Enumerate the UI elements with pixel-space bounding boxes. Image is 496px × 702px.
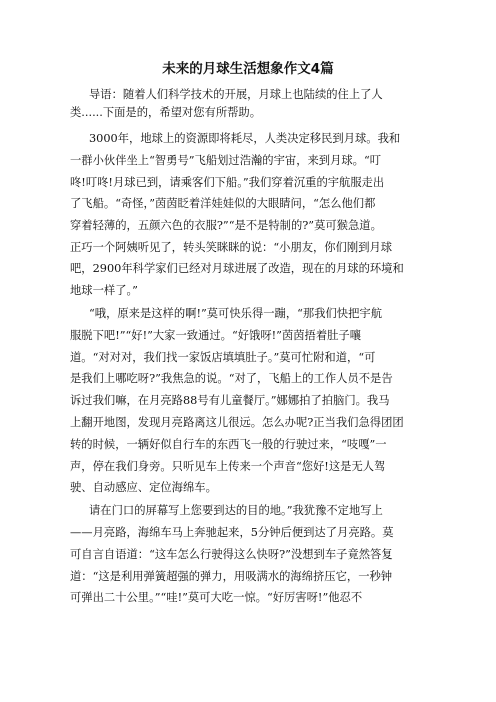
paragraph-line: 导语：随着人们科学技术的开展，月球上也陆续的住上了人	[89, 88, 383, 101]
paragraph-line: 诉过我们嘛，在月亮路88号有儿童餐厅。”娜娜拍了拍脑门。我马	[70, 394, 390, 407]
paragraph-line: 吧，2900年科学家们已经对月球进展了改造，现在的月球的环境和	[70, 262, 404, 275]
paragraph-line: 可弹出二十公里。”“哇!”莫可大吃一惊。“好厉害呀!”他忍不	[70, 591, 363, 604]
paragraph-line: 3000年，地球上的资源即将耗尽，人类决定移民到月球。我和	[89, 132, 401, 145]
paragraph-line: 道。“对对对，我们找一家饭店填填肚子。”莫可忙附和道，“可	[70, 351, 376, 364]
paragraph-line: “哦，原来是这样的啊!”莫可快乐得一蹦，“那我们快把宇航	[89, 307, 382, 320]
paragraph-line: 类......下面是的，希望对您有所帮助。	[70, 106, 262, 119]
paragraph-line: 一群小伙伴坐上“智勇号”飞船划过浩瀚的宇宙，来到月球。“叮	[70, 154, 382, 167]
paragraph-line: 服脱下吧!”“好!”大家一致通过。“好饿呀!”茵茵捂着肚子嚷	[70, 329, 362, 342]
paragraph-line: 穿着轻薄的，五颜六色的衣服?”“是不是特制的?”莫可猴急道。	[70, 219, 382, 232]
paragraph-line: 是我们上哪吃呀?”我焦急的说。“对了，飞船上的工作人员不是告	[70, 372, 393, 385]
paragraph-line: 可自言自语道：“这车怎么行驶得这么快呀?”没想到车子竟然答复	[70, 548, 393, 561]
paragraph-line: 正巧一个阿姨听见了，转头笑眯眯的说：“小朋友，你们刚到月球	[70, 241, 393, 254]
paragraph-line: 声，停在我们身旁。只听见车上传来一个声音“您好!这是无人驾	[70, 460, 386, 473]
paragraph-line: ——月亮路，海绵车马上奔驰起来，5分钟后便到达了月亮路。莫	[70, 526, 394, 539]
paragraph-line: 转的时候，一辆好似自行车的东西飞一般的行驶过来，“吱嘎”一	[70, 438, 387, 451]
paragraph-line: 驶、自动感应、定位海绵车。	[70, 481, 217, 494]
paragraph-line: 咚!叮咚!月球已到，请乘客们下船。”我们穿着沉重的宇航服走出	[70, 176, 385, 189]
paragraph-line: 了飞船。“奇怪，”茵茵眨着洋娃娃似的大眼睛问，“怎么他们都	[70, 197, 376, 210]
paragraph-line: 地球一样了。”	[70, 284, 138, 297]
paragraph-line: 请在门口的屏幕写上您要到达的目的地。”我犹豫不定地写上	[89, 504, 383, 517]
paragraph-line: 道：“这是利用弹簧超强的弹力，用吸满水的海绵挤压它，一秒钟	[70, 570, 393, 583]
page-title: 未来的月球生活想象作文4篇	[162, 61, 334, 77]
paragraph-line: 上翻开地图，发现月亮路离这儿很远。怎么办呢?正当我们急得团团	[70, 416, 404, 429]
